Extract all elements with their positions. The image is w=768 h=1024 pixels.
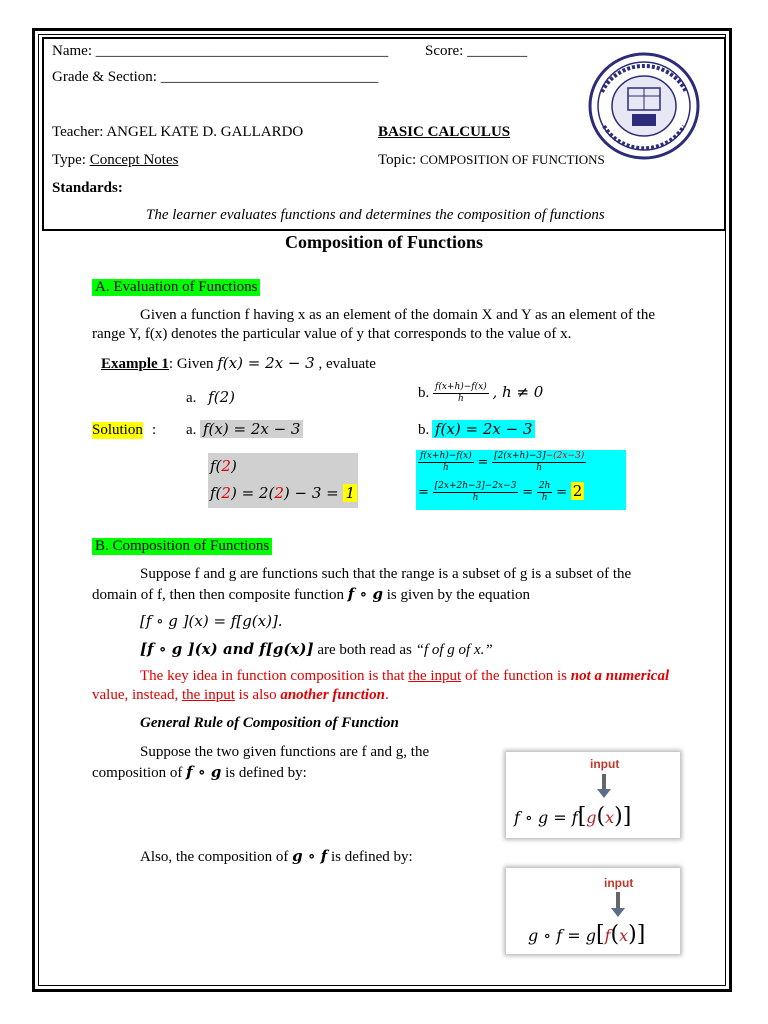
card2-input-label: input [604,876,634,890]
item-b-numerator: f(x+h)−f(x) [435,382,487,392]
card1-arrow-icon [597,789,611,798]
rule1-line2: composition of f ∘ g is defined by: [92,763,307,781]
subject: BASIC CALCULUS [378,124,511,140]
section-b-para-line1: Suppose f and g are functions such that the range is a subset of g is a subset of the [140,566,632,582]
key-idea-line2: value, instead, the input is also another function. [92,687,389,703]
sol-b-answer: 2 [572,481,583,500]
grade-blank: _____________________________ [160,69,379,85]
type-value: Concept Notes [89,152,179,168]
card1-input-label: input [590,757,620,771]
name-label: Name: [52,43,92,59]
school-seal-logo [588,52,700,160]
item-b-denominator: h [457,394,464,404]
section-b-heading: B. Composition of Functions [92,538,272,555]
rule1-line1: Suppose the two given functions are f and g, the [140,744,430,760]
sol-b-frac1: $\frac{f(x+h)-f(x)}{h}$ [420,451,472,473]
section-a-heading: A. Evaluation of Functions [92,279,260,296]
example-text: : Given [168,356,214,372]
example-1 [101,354,376,373]
sol-a-label: a. [186,422,197,438]
sol-a-line1: f(x) = 2x − 3 [200,420,303,438]
name-blank: _______________________________________ [95,43,389,59]
item-b [418,382,543,405]
example-tail: , evaluate [318,356,376,372]
score-field [425,43,527,60]
sol-b-step1: $\frac{f(x+h)-f(x)}{h}$ = $\frac{[2(x+h)-3]-(2x-3)}{h}$ [420,451,585,473]
example-label: Example 1 [101,356,169,372]
item-b-label: b. [418,384,430,401]
sol-a-line2: f(2) [210,457,237,475]
grade-field [52,69,378,86]
score-blank: ________ [467,43,528,59]
item-b-fraction [433,382,489,405]
example-fx: f(x) = 2x − 3 [217,354,315,372]
rule-heading: General Rule of Composition of Function [140,715,399,731]
type-label: Type: [52,152,86,168]
equation-1: [f ∘ g ](x) = f[g(x)]. [140,612,283,630]
section-a-para-line2: range Y, f(x) denotes the particular value of y that corresponds to the value of x. [92,326,572,342]
standards-text: The learner evaluates functions and determines the composition of functions [146,207,605,223]
type-field [52,152,178,169]
topic-label: Topic: [378,152,417,168]
solution-label: Solution [92,422,143,438]
rule2-line: Also, the composition of g ∘ f is defined by: [140,847,413,865]
composition-card-gof [506,868,680,954]
page-title: Composition of Functions [284,232,484,252]
standards-label: Standards: [52,180,123,196]
sol-b-step2: = $\frac{[2x+2h-3]-2x-3}{h}$ = $\frac{2h}{h}$ = 2 [418,481,583,503]
section-a-para-line1: Given a function f having x as an element of the domain X and Y as an element of the [140,307,655,323]
card1-formula: f ∘ g = f[g(x)] [514,804,632,829]
card2-arrow-icon [611,908,625,917]
card1-arrow-shaft [602,774,606,790]
grade-label: Grade & Section: [52,69,157,85]
card2-arrow-shaft [616,892,620,908]
sol-a-line3: f(2) = 2(2) − 3 = 1 [210,484,356,502]
name-field [52,43,388,60]
topic-field [378,152,605,169]
equation-2: [f ∘ g ](x) and f[g(x)] are both read as “f of g of x.” [140,640,493,658]
score-label: Score: [425,43,464,59]
sol-b-frac4: $\frac{2h}{h}$ [538,481,551,503]
item-a-expr: f(2) [208,388,235,406]
section-b-para-line2: domain of f, then then composite function f ∘ g is given by the equation [92,585,531,603]
topic-value: COMPOSITION OF FUNCTIONS [419,152,605,167]
item-a [186,388,235,407]
sol-b-frac3: $\frac{[2x+2h-3]-2x-3}{h}$ [434,481,517,503]
sol-b-line1: f(x) = 2x − 3 [432,420,535,438]
sol-a-answer: 1 [345,484,356,502]
composition-card-fog [506,752,680,838]
item-b-condition: , h ≠ 0 [492,382,544,401]
sol-b-frac2: $\frac{[2(x+h)-3]-(2x-3)}{h}$ [494,451,585,473]
key-idea-line1: The key idea in function composition is that the input of the function is not a numerical [140,668,670,684]
item-a-label: a. [186,390,197,406]
solution-colon: : [152,422,157,438]
card2-formula: g ∘ f = g[f(x)] [528,922,646,947]
teacher-line: Teacher: ANGEL KATE D. GALLARDO [52,124,304,140]
sol-b-label: b. [418,422,430,438]
